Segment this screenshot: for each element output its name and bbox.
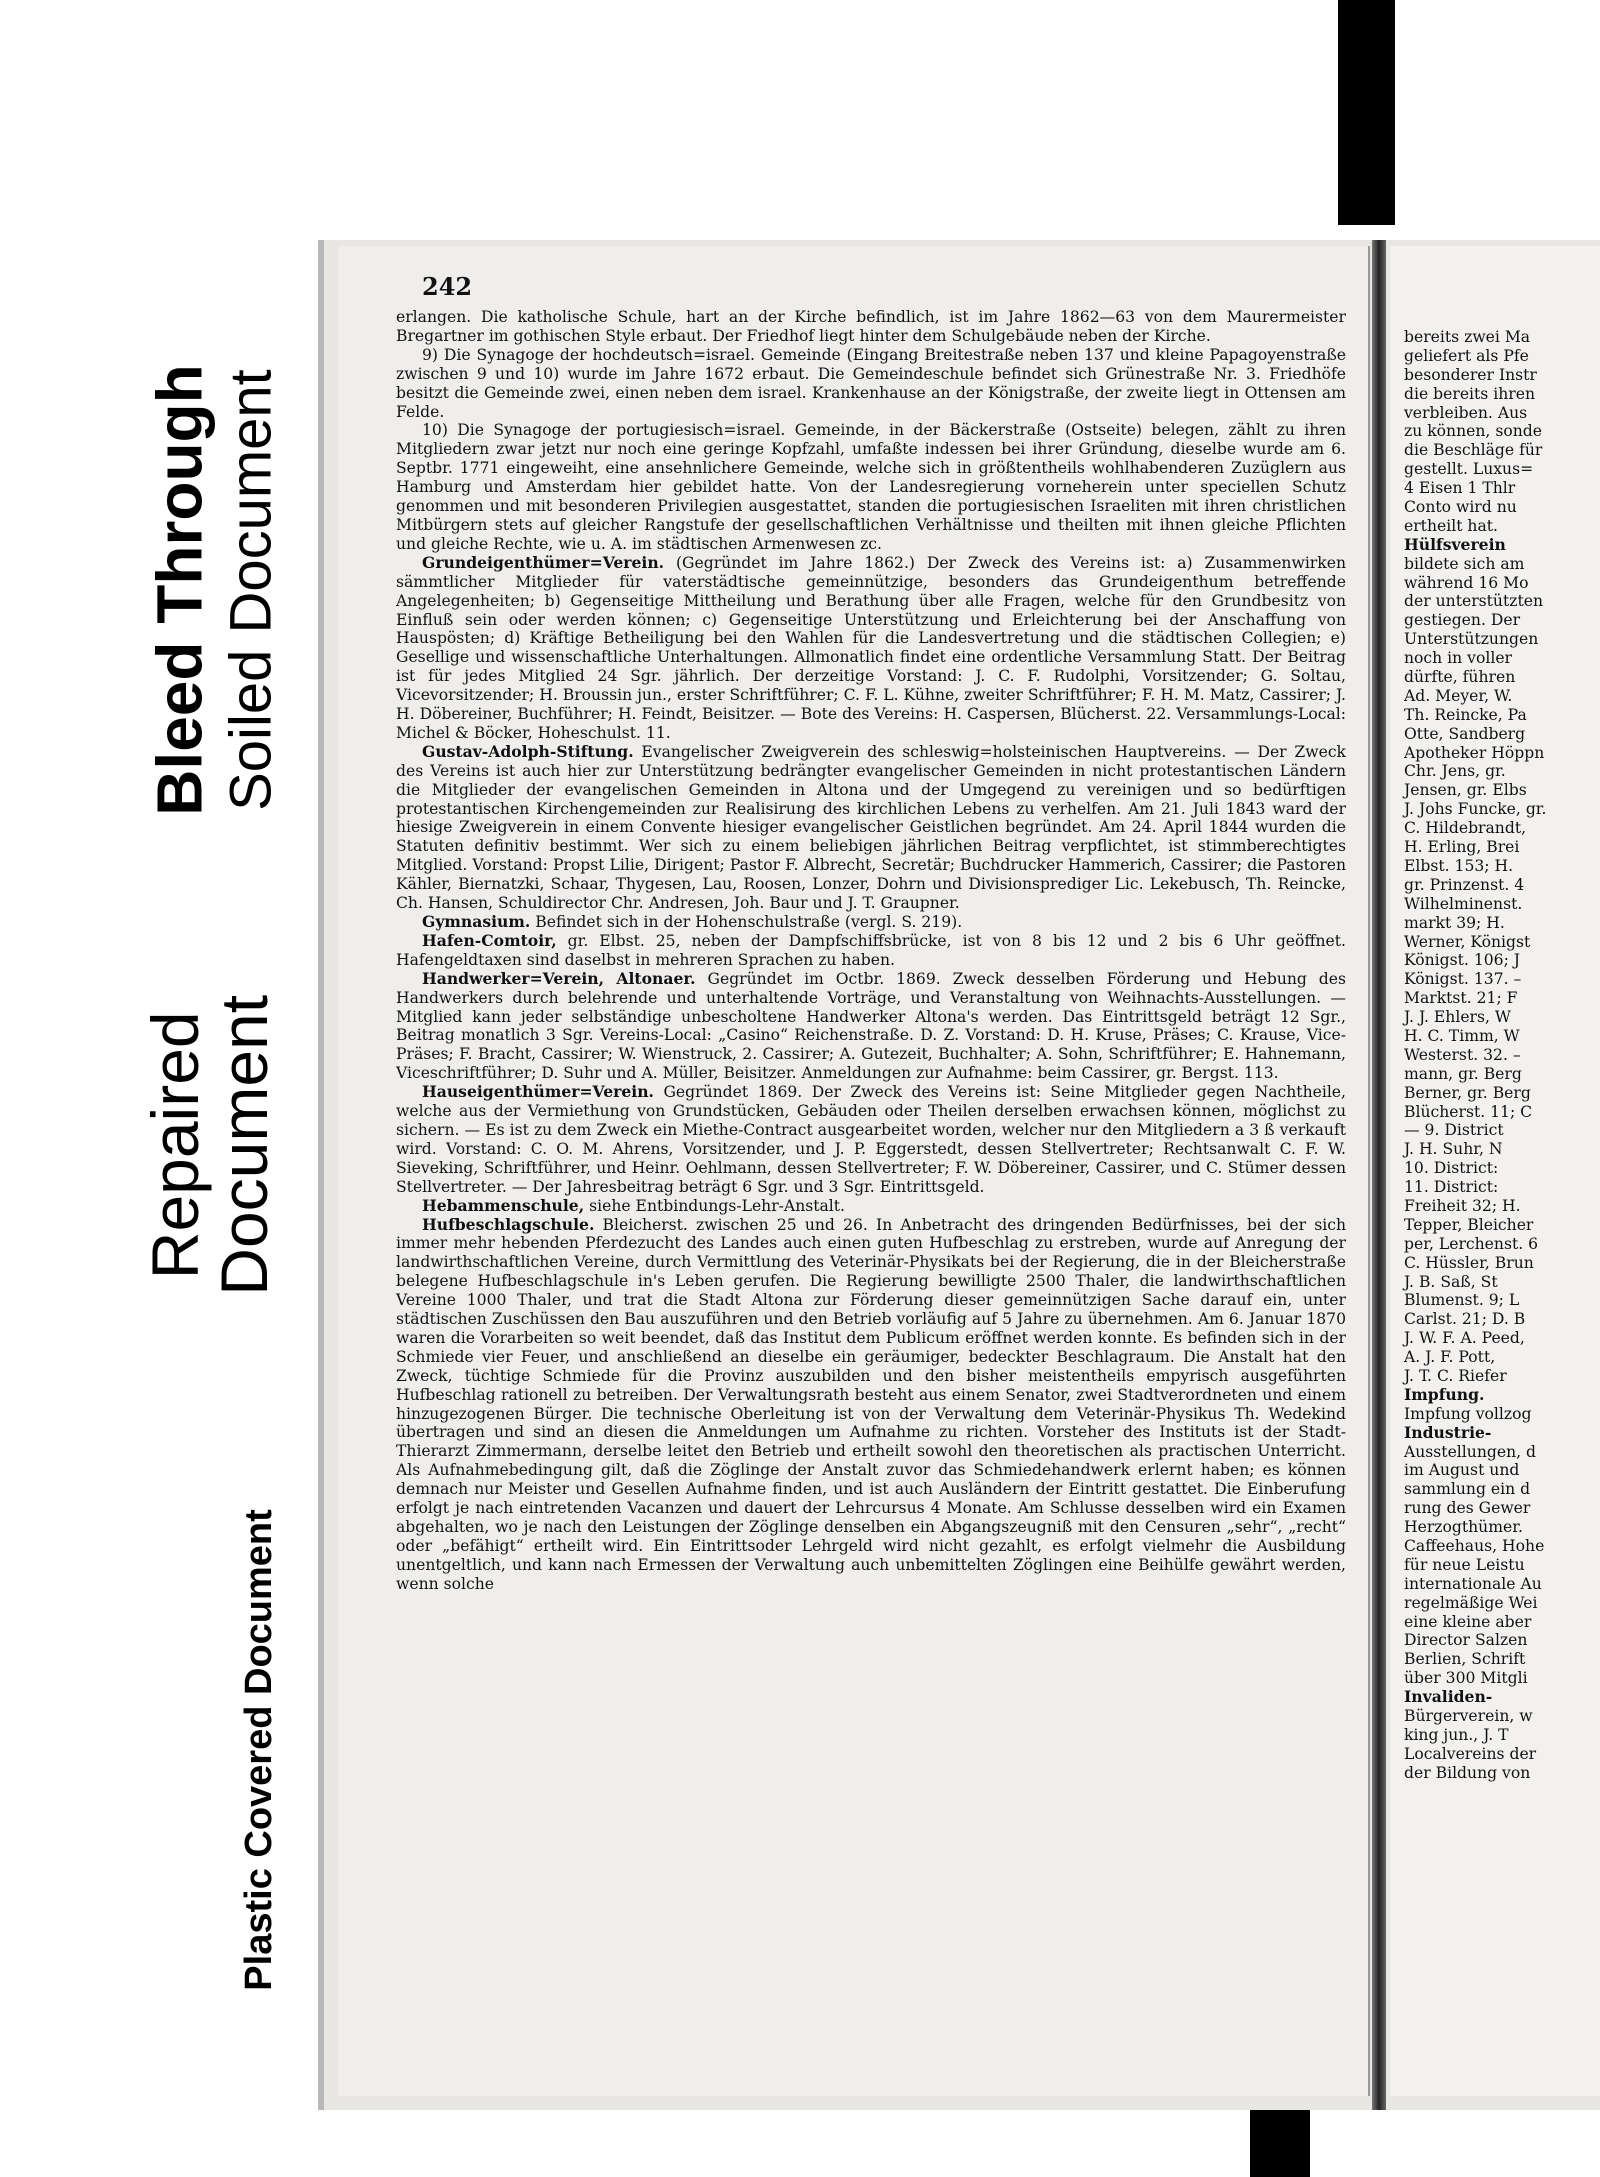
- right-page-line: Blücherst. 11; C: [1404, 1102, 1533, 1121]
- entry-text: Gegründet im Octbr. 1869. Zweck desselben Förderung und Hebung des Handwerkers durch belehrende und unterhaltende Vorträge, und Veranstaltung von Weihnachts-Ausstellungen. — Mitglied kann jeder selbständige unbescholtene Handwerker Altona's werden. Das Eintrittsgeld beträgt 12 Sgr., Beitrag monatlich 3 Sgr. Vereins-Local: „Casino“ Reichenstraße. D. Z. Vorstand: D. H. Kruse, Präses; C. Krause, Vice-Präses; F. Bracht, Cassirer; W. Wienstruck, 2. Cassirer; A. Gutezeit, Buchhalter; A. Sohn, Schriftführer; E. Hahnemann, Viceschriftführer; D. Suhr und A. Müller, Beisitzer. Anmeldungen zur Aufnahme: beim Cassirer, gr. Bergst. 113.: [396, 969, 1346, 1083]
- right-page-line: internationale Au: [1404, 1574, 1542, 1593]
- repaired-document-label: Repaired Document: [137, 994, 281, 1296]
- paragraph-synagogue-hochdeutsch: 9) Die Synagoge der hochdeutsch=israel. Gemeinde (Eingang Breitestraße neben 137 und kleine Papagoyenstraße zwischen 9 und 10) wurde im Jahre 1672 erbaut. Die Gemeindeschule befindet sich Grünestraße Nr. 3. Friedhöfe besitzt die Gemeinde zwei, einen neben dem israel. Krankenhause an der Königstraße, der zweite liegt in Ottensen am Felde.: [396, 345, 1346, 421]
- repaired-label-card: [80, 910, 340, 1380]
- entry-text: gr. Elbst. 25, neben der Dampfschiffsbrücke, ist von 8 bis 12 und 2 bis 6 Uhr geöffnet. Hafengeldtaxen sind daselbst in mehreren Sprachen zu haben.: [396, 931, 1346, 969]
- right-page-line: über 300 Mitgli: [1404, 1669, 1528, 1688]
- paragraph-catholic-school: erlangen. Die katholische Schule, hart an der Kirche befindlich, ist im Jahre 1862—63 von dem Maurermeister Bregartner im gothischen Style erbaut. Der Friedhof liegt hinter dem Schulgebäude neben der Kirche.: [396, 308, 1346, 345]
- plastic-covered-document-label: Plastic Covered Document: [238, 1509, 281, 1991]
- right-page-line: Th. Reincke, Pa: [1404, 705, 1527, 724]
- right-page-line: — 9. District: [1404, 1121, 1504, 1140]
- right-page-line: C. Hildebrandt,: [1404, 819, 1527, 838]
- right-page-line: J. Johs Funcke, gr.: [1404, 800, 1547, 819]
- right-page-line: Industrie-: [1404, 1422, 1492, 1442]
- entry-heading: Gymnasium.: [422, 912, 531, 931]
- right-page-line: mann, gr. Berg: [1404, 1064, 1522, 1083]
- right-page-line: Hülfsverein: [1404, 534, 1506, 554]
- entry-heading: Hauseigenthümer=Verein.: [422, 1082, 654, 1102]
- right-page-line: Marktst. 21; F: [1404, 989, 1518, 1008]
- right-page-line: der unterstützten: [1404, 592, 1543, 611]
- right-page-line: noch in voller: [1404, 649, 1513, 668]
- right-page-line: Werner, Königst: [1404, 932, 1531, 951]
- right-page-line: Impfung.: [1404, 1384, 1485, 1404]
- right-page-line: Wilhelminenst.: [1404, 894, 1523, 913]
- entry-heading: Grundeigenthümer=Verein.: [422, 552, 665, 572]
- right-page: [1390, 246, 1600, 2096]
- right-page-line: Director Salzen: [1404, 1631, 1528, 1650]
- bleed-soiled-label: [90, 300, 340, 880]
- right-page-line: Conto wird nu: [1404, 498, 1517, 517]
- right-page-line: 4 Eisen 1 Thlr: [1404, 479, 1516, 498]
- right-page-line: Unterstützungen: [1404, 630, 1539, 649]
- right-page-line: Caffeehaus, Hohe: [1404, 1537, 1545, 1555]
- right-page-line: 11. District:: [1404, 1178, 1499, 1197]
- right-page-line: bildete sich am: [1404, 554, 1525, 573]
- entry-text: Bleicherst. zwischen 25 und 26. In Anbetracht des dringenden Bedürfnisses, bei der sich immer mehr hebenden Pferdezucht des Landes auch einen guten Hufbeschlag zu erstreben, wurde auf Anregung der landwirthschaftlichen Vereine, durch Vermittlung des Veterinär-Physikats bei der Regierung, die in der Bleicherstraße belegene Hufbeschlagschule in's Leben gerufen. Die Regierung bewilligte 2500 Thaler, die landwirthschaftlichen Vereine 1000 Thaler, und trat die Stadt Altona zur Förderung dieser gemeinnützigen Sache darauf ein, unter städtischen Zuschüssen den Bau auszuführen und den Betrieb vorläufig auf 5 Jahre zu übernehmen. Am 6. Januar 1870 waren die Vorarbeiten so weit beendet, daß das Institut dem Publicum eröffnet werden konnte. Es befinden sich in der Schmiede vier Feuer, und anschließend an dieselbe ein geräumiger, bedeckter Beschlagraum. Die Anstalt hat den Zweck, tüchtige Schmiede für die Provinz auszubilden und den bisher meistentheils empyrisch ausgeführten Hufbeschlag rationell zu betreiben. Der Verwaltungsrath besteht aus einem Senator, zwei Stadtverordneten und einem hinzugezogenen Bürger. Die technische Oberleitung ist von der Verwaltung dem Veterinär-Physikus Th. Wedekind übertragen und sind an diesen die Anmeldungen um Aufnahme zu richten. Vorsteher des Instituts ist der Stadt-Thierarzt Zimmermann, derselbe leitet den Betrieb und ertheilt sowohl den theoretischen als practischen Unterricht. Als Aufnahmebedingung gilt, daß die Zöglinge der Anstalt zuvor das Schmiedehandwerk erlernt haben; es können demnach nur Meister und Gesellen Aufnahme finden, und ist auch Ausländern der Eintritt gestattet. Die Einberufung erfolgt je nach eintretenden Vacanzen und dauert der Lehrcursus 4 Monate. Am Schlusse desselben wird ein Examen abgehalten, wo je nach den Leistungen der Zöglinge denselben ein Abgangszeugniß mit den Censuren „sehr“, „recht“ oder „befähigt“ ertheilt wird. Ein Eintrittsoder Lehrgeld wird nicht gezahlt, es erfolgt vielmehr die Ausbildung unentgeltlich, und kann nach Ermessen der Verwaltung auch unbemittelten Zöglingen eine Beihülfe gewährt werden, wenn solche: [396, 1215, 1346, 1593]
- right-page-line: Carlst. 21; D. B: [1404, 1310, 1526, 1329]
- right-page-line: rung des Gewer: [1404, 1499, 1531, 1518]
- right-page-line: Ausstellungen, d: [1404, 1442, 1537, 1461]
- entry-text: (Gegründet im Jahre 1862.) Der Zweck des Vereins ist: a) Zusammenwirken sämmtlicher Mitglieder für vaterstädtische gemeinnützige, besonders das Grundeigenthum betreffende Angelegenheiten; b) Gegenseitige Mittheilung und Berathung über alle Fragen, welche für den Grundbesitz von Einfluß sein oder werden können; c) Gegenseitige Unterstützung und Erleichterung bei der Anschaffung von Hauspösten; d) Kräftige Betheiligung bei den Wahlen für die Landesvertretung und die städtischen Collegien; e) Gesellige und wissenschaftliche Unterhaltungen. Allmonatlich findet eine ordentliche Versammlung Statt. Der Beitrag ist für jedes Mitglied 24 Sgr. jährlich. Der derzeitige Vorstand: J. C. F. Rudolphi, Vorsitzender; G. Soltau, Vicevorsitzender; H. Broussin jun., erster Schriftführer; C. F. L. Kühne, zweiter Schriftführer; F. H. M. Matz, Cassirer; J. H. Döbereiner, Buchführer; H. Feindt, Beisitzer. — Bote des Vereins: H. Caspersen, Blücherst. 22. Versammlungs-Local: Michel & Böcker, Hoheschulst. 11.: [396, 553, 1346, 742]
- right-page-line: H. Erling, Brei: [1404, 838, 1520, 857]
- right-page-line: Tepper, Bleicher: [1404, 1215, 1534, 1234]
- right-page-line: Blumenst. 9; L: [1404, 1291, 1520, 1310]
- right-page-line: bereits zwei Ma: [1404, 328, 1531, 346]
- left-page: [338, 246, 1370, 2096]
- right-page-line: gr. Prinzenst. 4: [1404, 875, 1525, 894]
- right-page-line: regelmäßige Wei: [1404, 1593, 1538, 1612]
- book-scan: [318, 240, 1600, 2110]
- right-page-line: Localvereins der: [1404, 1744, 1537, 1763]
- right-page-line: gestiegen. Der: [1404, 611, 1521, 630]
- right-page-line: eine kleine aber: [1404, 1612, 1532, 1631]
- plastic-label-card: [185, 1420, 335, 2080]
- entry-text: Evangelischer Zweigverein des schleswig=holsteinischen Hauptvereins. — Der Zweck des Vereins ist auch hier zur Unterstützung bedrängter evangelischer Gemeinden in nicht protestantischen Ländern die Mitglieder der evangelischen Gemeinden in Altona und der Umgegend zu vereinigen und so bedürftigen protestantischen Kirchengemeinden zur Realisirung des kirchlichen Lebens zu verhelfen. Am 21. Juli 1843 ward der hiesige Zweigverein in einem Convente hiesiger evangelischer Geistlichen begründet. Am 24. April 1844 wurden die Statuten definitiv bestimmt. Wer sich zu einem beliebigen jährlichen Beitrag verpflichtet, ist stimmberechtigtes Mitglied. Vorstand: Propst Lilie, Dirigent; Pastor F. Albrecht, Secretär; Buchdrucker Hammerich, Cassirer; die Pastoren Kähler, Biernatzki, Schaar, Thygesen, Lau, Roosen, Lonzer, Dohrn und Divisionsprediger Lic. Lekebusch, Th. Reincke, Ch. Hansen, Schuldirector Chr. Andresen, Joh. Baur und J. T. Graupner.: [396, 742, 1346, 913]
- right-page-line: markt 39; H.: [1404, 913, 1505, 932]
- right-page-line: per, Lerchenst. 6: [1404, 1234, 1539, 1253]
- right-page-line: während 16 Mo: [1404, 573, 1529, 592]
- entry-hauseigenthuemer-verein: [396, 1083, 1346, 1196]
- entry-handwerker-verein: [396, 970, 1346, 1083]
- entry-gymnasium: [396, 913, 1346, 932]
- top-clip: [1338, 0, 1395, 225]
- left-page-body: [396, 308, 1346, 1594]
- right-page-line: gestellt. Luxus=: [1404, 460, 1534, 479]
- right-page-line: 10. District:: [1404, 1159, 1499, 1178]
- right-page-line: Apotheker Höppn: [1404, 743, 1545, 762]
- right-page-line: die Beschläge für: [1404, 441, 1543, 460]
- entry-heading: Gustav-Adolph-Stiftung.: [422, 741, 634, 761]
- right-page-line: C. Hüssler, Brun: [1404, 1253, 1534, 1272]
- right-page-line: sammlung ein d: [1404, 1480, 1531, 1499]
- entry-heading: Handwerker=Verein, Altonaer.: [422, 968, 696, 988]
- right-page-line: J. W. F. A. Peed,: [1404, 1329, 1525, 1348]
- right-page-line: Berner, gr. Berg: [1404, 1083, 1531, 1102]
- right-page-line: der Bildung von: [1404, 1763, 1531, 1782]
- right-page-line: verbleiben. Aus: [1404, 403, 1528, 422]
- right-page-body: [1404, 328, 1600, 1783]
- right-page-line: Westerst. 32. –: [1404, 1045, 1521, 1064]
- right-page-line: Königst. 137. –: [1404, 970, 1522, 989]
- right-page-line: Invaliden-: [1404, 1687, 1493, 1707]
- right-page-line: J. T. C. Riefer: [1404, 1366, 1507, 1385]
- right-page-line: besonderer Instr: [1404, 365, 1537, 384]
- entry-text: Befindet sich in der Hohenschulstraße (vergl. S. 219).: [530, 913, 963, 931]
- page-number: 242: [422, 272, 473, 301]
- right-page-line: Ad. Meyer, W.: [1404, 686, 1513, 705]
- entry-heading: Hafen-Comtoir,: [422, 930, 557, 950]
- right-page-line: dürfte, führen: [1404, 668, 1516, 687]
- right-page-line: Chr. Jens, gr.: [1404, 762, 1506, 781]
- bleed-through-label: Bleed Through: [143, 364, 216, 816]
- right-page-line: geliefert als Pfe: [1404, 346, 1529, 365]
- entry-heading: Hufbeschlagschule.: [422, 1214, 595, 1234]
- right-page-line: ertheilt hat.: [1404, 516, 1498, 535]
- right-page-line: Impfung vollzog: [1404, 1404, 1532, 1423]
- right-page-line: die bereits ihren: [1404, 384, 1536, 403]
- entry-hafen-comtoir: [396, 932, 1346, 970]
- right-page-line: Herzogthümer.: [1404, 1518, 1523, 1537]
- right-page-line: im August und: [1404, 1461, 1520, 1480]
- right-page-line: J. J. Ehlers, W: [1404, 1008, 1511, 1027]
- entry-heading: Hebammenschule,: [422, 1195, 585, 1215]
- right-page-line: für neue Leistu: [1404, 1555, 1525, 1574]
- right-page-line: Berlien, Schrift: [1404, 1650, 1526, 1669]
- right-page-line: Königst. 106; J: [1404, 951, 1521, 970]
- entry-hufbeschlagschule: [396, 1216, 1346, 1594]
- right-page-line: J. H. Suhr, N: [1404, 1140, 1503, 1159]
- entry-text: siehe Entbindungs-Lehr-Anstalt.: [584, 1196, 846, 1215]
- right-page-line: H. C. Timm, W: [1404, 1026, 1520, 1045]
- entry-text: Gegründet 1869. Der Zweck des Vereins ist: Seine Mitglieder gegen Nachtheile, welche aus der Vermiethung von Grundstücken, Gebäuden oder Theilen derselben erwachsen können, möglichst zu sichern. — Es ist zu dem Zweck ein Miethe-Contract ausgearbeitet worden, welcher nur den Mitgliedern a 3 ß verkauft wird. Vorstand: C. O. M. Ahrens, Vorsitzender, und J. P. Eggerstedt, dessen Stellvertreter; Rechtsanwalt C. F. W. Sieveking, Schriftführer, und Heinr. Oehlmann, dessen Stellvertreter; F. W. Döbereiner, Cassirer, und C. Stümer dessen Stellvertreter. — Der Jahresbeitrag beträgt 6 Sgr. und 3 Sgr. Eintrittsgeld.: [396, 1083, 1346, 1196]
- right-page-line: Bürgerverein, w: [1404, 1707, 1533, 1726]
- right-page-line: zu können, sonde: [1404, 422, 1542, 441]
- right-page-line: Jensen, gr. Elbs: [1404, 781, 1527, 800]
- right-page-line: Otte, Sandberg: [1404, 724, 1526, 743]
- entry-hebammenschule: [396, 1197, 1346, 1216]
- right-page-line: Elbst. 153; H.: [1404, 856, 1514, 875]
- entry-gustav-adolph-stiftung: [396, 743, 1346, 913]
- soiled-document-label: Soiled Document: [219, 369, 285, 811]
- right-page-line: J. B. Saß, St: [1404, 1272, 1498, 1291]
- right-page-line: A. J. F. Pott,: [1404, 1348, 1496, 1367]
- entry-grundeigenthuemer-verein: [396, 554, 1346, 743]
- right-page-line: Freiheit 32; H.: [1404, 1196, 1521, 1215]
- paragraph-synagogue-portugiesisch: 10) Die Synagoge der portugiesisch=israel. Gemeinde, in der Bäckerstraße (Ostseite) belegen, zählt zu ihren Mitgliedern zwar jetzt nur noch eine geringe Kopfzahl, umfaßte indessen bei ihrer Gründung, dieselbe wurde am 6. Septbr. 1771 eingeweiht, eine ansehnlichere Gemeinde, welche sich in größtentheils wohlhabenderen Zuzüglern aus Hamburg und Amsterdam hier gebildet hatte. Von der Landesregierung vorneherein unter speciellen Schutz genommen und mit besonderen Privilegien ausgestattet, standen die portugiesischen Israeliten mit ihren christlichen Mitbürgern stets auf gleicher Rangstufe der gesellschaftlichen Verhältnisse und theilten mit ihnen gleiche Pflichten und gleiche Rechte, wie u. A. im städtischen Armenwesen zc.: [396, 421, 1346, 553]
- right-page-line: king jun., J. T: [1404, 1725, 1509, 1744]
- book-gutter: [1372, 240, 1386, 2110]
